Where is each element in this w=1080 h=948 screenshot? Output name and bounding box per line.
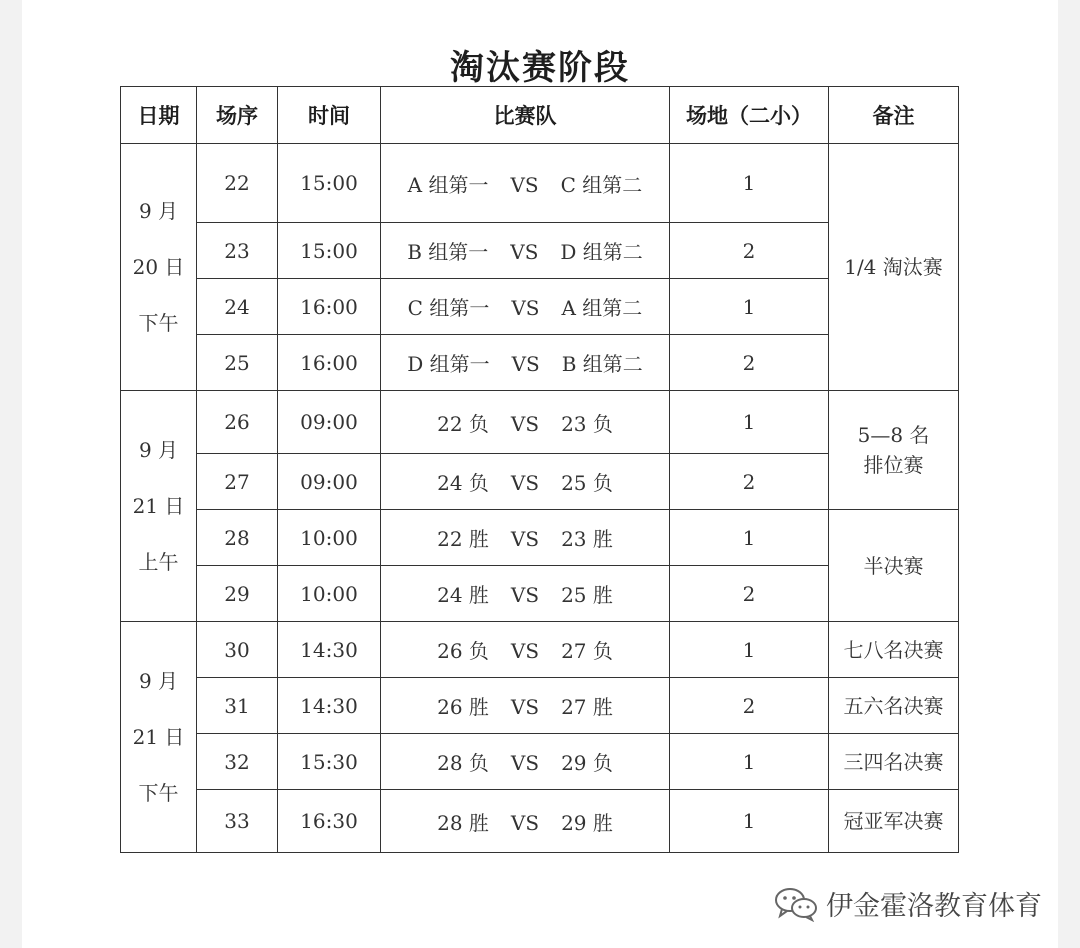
match-time: 14:30 xyxy=(278,678,381,734)
date-month: 9 月 xyxy=(138,199,179,223)
match-teams xyxy=(381,391,670,454)
table-row xyxy=(121,622,959,678)
table-row xyxy=(121,790,959,853)
date-day: 21 日 xyxy=(132,494,185,518)
team-a: 28 负 xyxy=(437,751,489,775)
match-no: 22 xyxy=(197,144,278,223)
match-teams xyxy=(381,144,670,223)
vs-label: VS xyxy=(510,172,539,197)
team-b: 27 负 xyxy=(561,639,613,663)
team-a: 26 胜 xyxy=(437,695,489,719)
venue: 1 xyxy=(670,622,829,678)
team-b: D 组第二 xyxy=(560,240,643,264)
match-time: 09:00 xyxy=(278,454,381,510)
venue: 1 xyxy=(670,510,829,566)
vs-label: VS xyxy=(511,352,540,376)
match-teams xyxy=(381,454,670,510)
vs-label: VS xyxy=(510,240,539,264)
table-row xyxy=(121,144,959,223)
match-time: 09:00 xyxy=(278,391,381,454)
table-row xyxy=(121,678,959,734)
header-venue: 场地（二小） xyxy=(670,87,829,144)
date-cell xyxy=(121,391,197,622)
team-b: 25 负 xyxy=(561,471,613,495)
table-row xyxy=(121,391,959,454)
date-month: 9 月 xyxy=(138,669,179,693)
team-b: 25 胜 xyxy=(561,583,613,607)
team-a: 24 负 xyxy=(437,471,489,495)
match-no: 24 xyxy=(197,279,278,335)
team-a: D 组第一 xyxy=(407,352,490,376)
vs-label: VS xyxy=(510,411,540,436)
table-row xyxy=(121,734,959,790)
team-b: 23 负 xyxy=(561,411,613,436)
account-watermark xyxy=(774,884,1042,923)
note-line: 5—8 名 xyxy=(857,423,930,447)
date-period: 下午 xyxy=(138,781,179,805)
header-note: 备注 xyxy=(829,87,959,144)
match-no: 32 xyxy=(197,734,278,790)
header-teams: 比赛队 xyxy=(381,87,670,144)
match-no: 23 xyxy=(197,223,278,279)
venue: 1 xyxy=(670,391,829,454)
table-row xyxy=(121,510,959,566)
note-cell: 半决赛 xyxy=(829,510,959,622)
vs-label: VS xyxy=(510,471,540,495)
team-a: C 组第一 xyxy=(407,296,490,320)
match-no: 25 xyxy=(197,335,278,391)
note-cell: 冠亚军决赛 xyxy=(829,790,959,853)
team-b: C 组第二 xyxy=(560,172,643,197)
match-teams xyxy=(381,510,670,566)
match-time: 16:00 xyxy=(278,335,381,391)
note-cell: 七八名决赛 xyxy=(829,622,959,678)
date-cell xyxy=(121,622,197,853)
match-time: 15:00 xyxy=(278,144,381,223)
account-name: 伊金霍洛教育体育 xyxy=(826,891,1042,922)
match-teams xyxy=(381,566,670,622)
match-no: 29 xyxy=(197,566,278,622)
venue: 2 xyxy=(670,566,829,622)
team-a: 22 胜 xyxy=(437,527,489,551)
date-month: 9 月 xyxy=(138,438,179,462)
note-cell: 三四名决赛 xyxy=(829,734,959,790)
vs-label: VS xyxy=(510,695,540,719)
team-b: A 组第二 xyxy=(561,296,643,320)
match-time: 15:30 xyxy=(278,734,381,790)
venue: 2 xyxy=(670,678,829,734)
match-time: 16:00 xyxy=(278,279,381,335)
match-teams xyxy=(381,790,670,853)
venue: 1 xyxy=(670,734,829,790)
match-teams xyxy=(381,223,670,279)
note-cell xyxy=(829,391,959,510)
date-cell xyxy=(121,144,197,391)
note-line: 排位赛 xyxy=(863,453,924,477)
match-teams xyxy=(381,279,670,335)
vs-label: VS xyxy=(510,527,540,551)
date-period: 上午 xyxy=(138,550,179,574)
team-a: B 组第一 xyxy=(407,240,489,264)
match-time: 10:00 xyxy=(278,566,381,622)
match-time: 16:30 xyxy=(278,790,381,853)
venue: 2 xyxy=(670,223,829,279)
match-teams xyxy=(381,678,670,734)
team-b: 29 负 xyxy=(561,751,613,775)
vs-label: VS xyxy=(510,751,540,775)
team-a: 24 胜 xyxy=(437,583,489,607)
match-no: 31 xyxy=(197,678,278,734)
wechat-icon xyxy=(774,886,818,922)
header-date: 日期 xyxy=(121,87,197,144)
team-b: B 组第二 xyxy=(561,352,643,376)
match-no: 27 xyxy=(197,454,278,510)
vs-label: VS xyxy=(511,296,540,320)
team-a: 22 负 xyxy=(437,411,489,436)
team-a: A 组第一 xyxy=(407,172,489,197)
team-a: 26 负 xyxy=(437,639,489,663)
vs-label: VS xyxy=(510,810,540,835)
venue: 1 xyxy=(670,279,829,335)
match-no: 26 xyxy=(197,391,278,454)
date-day: 20 日 xyxy=(132,255,185,279)
date-period: 下午 xyxy=(138,311,179,335)
venue: 1 xyxy=(670,790,829,853)
team-b: 29 胜 xyxy=(561,810,613,835)
match-no: 28 xyxy=(197,510,278,566)
match-teams xyxy=(381,622,670,678)
date-day: 21 日 xyxy=(132,725,185,749)
header-row xyxy=(121,87,959,144)
match-time: 14:30 xyxy=(278,622,381,678)
venue: 2 xyxy=(670,335,829,391)
match-teams xyxy=(381,335,670,391)
match-no: 33 xyxy=(197,790,278,853)
vs-label: VS xyxy=(510,583,540,607)
header-time: 时间 xyxy=(278,87,381,144)
match-teams xyxy=(381,734,670,790)
page-title: 淘汰赛阶段 xyxy=(450,48,630,88)
schedule-table xyxy=(120,86,959,853)
note-cell: 1/4 淘汰赛 xyxy=(829,144,959,391)
team-b: 27 胜 xyxy=(561,695,613,719)
venue: 2 xyxy=(670,454,829,510)
header-match-no: 场序 xyxy=(197,87,278,144)
team-b: 23 胜 xyxy=(561,527,613,551)
match-time: 15:00 xyxy=(278,223,381,279)
match-time: 10:00 xyxy=(278,510,381,566)
venue: 1 xyxy=(670,144,829,223)
match-no: 30 xyxy=(197,622,278,678)
team-a: 28 胜 xyxy=(437,810,489,835)
note-cell: 五六名决赛 xyxy=(829,678,959,734)
vs-label: VS xyxy=(510,639,540,663)
